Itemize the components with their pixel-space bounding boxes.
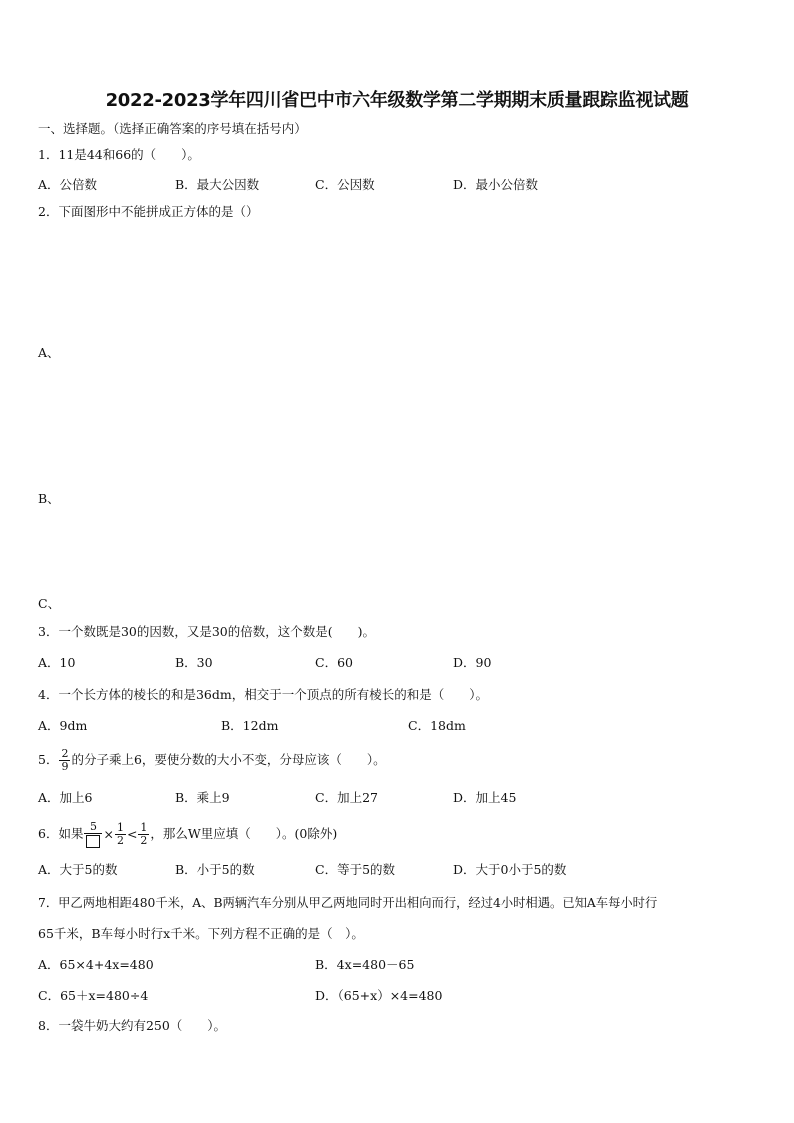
q6-frac1-numerator: 5 (84, 821, 102, 834)
q2-label-a: A、 (38, 345, 60, 360)
q5-text: 的分子乘上6，要使分数的大小不变，分母应该（ ）。 (71, 752, 386, 767)
q6-option-a: A．大于5的数 (38, 862, 118, 877)
q3-option-b: B．30 (175, 655, 213, 670)
q2-label-c: C、 (38, 596, 61, 611)
q6-text: ，那么W里应填（ ）。(0除外) (150, 826, 338, 841)
q6-frac1-denominator (84, 834, 102, 848)
question-1: 1．11是44和66的（ ）。 (38, 147, 200, 162)
q5-frac-denominator: 9 (61, 760, 69, 773)
q5-option-d: D．加上45 (453, 790, 517, 805)
question-8: 8．一袋牛奶大约有250（ ）。 (38, 1018, 227, 1033)
page-title: 2022-2023学年四川省巴中市六年级数学第二学期期末质量跟踪监视试题 (105, 90, 689, 111)
q1-option-d: D．最小公倍数 (453, 177, 539, 192)
question-2: 2．下面图形中不能拼成正方体的是（） (38, 204, 259, 219)
q6-fraction-3 (138, 822, 149, 847)
question-5 (38, 745, 386, 775)
q3-option-a: A．10 (38, 655, 76, 670)
q5-option-c: C．加上27 (315, 790, 378, 805)
question-3: 3．一个数既是30的因数，又是30的倍数，这个数是( )。 (38, 624, 376, 639)
q4-option-c: C．18dm (408, 718, 466, 733)
q1-option-c: C．公因数 (315, 177, 375, 192)
q6-fraction-1 (84, 821, 102, 848)
q6-frac3-denominator: 2 (140, 834, 148, 847)
q3-option-d: D．90 (453, 655, 492, 670)
q1-option-a: A．公倍数 (38, 177, 98, 192)
q6-frac3-numerator: 1 (140, 821, 148, 834)
q7-option-d: D．（65+x）×4=480 (315, 988, 443, 1003)
q6-fraction-2 (115, 822, 126, 847)
q6-prefix: 6．如果 (38, 826, 84, 841)
q5-number: 5． (38, 752, 59, 767)
question-7-line-1: 7．甲乙两地相距480千米，A、B两辆汽车分别从甲乙两地同时开出相向而行，经过4小时相遇。已知A车每小时行 (38, 896, 658, 910)
q7-option-a: A．65×4+4x=480 (38, 957, 154, 972)
question-6 (38, 819, 337, 850)
q5-frac-numerator: 2 (61, 747, 69, 760)
question-4: 4．一个长方体的棱长的和是36dm，相交于一个顶点的所有棱长的和是（ ）。 (38, 687, 488, 702)
q6-option-d: D．大于0小于5的数 (453, 862, 567, 877)
less-than-sign: < (126, 826, 138, 842)
q2-label-b: B、 (38, 491, 60, 506)
q5-fraction (59, 748, 70, 773)
q3-option-c: C．60 (315, 655, 353, 670)
section-heading: 一、选择题。（选择正确答案的序号填在括号内） (38, 121, 307, 136)
q4-option-a: A．9dm (38, 718, 88, 733)
q1-option-b: B．最大公因数 (175, 177, 260, 192)
q6-option-b: B．小于5的数 (175, 862, 255, 877)
q7-option-c: C．65＋x=480÷4 (38, 988, 149, 1003)
q7-option-b: B．4x=480－65 (315, 957, 415, 972)
q5-option-a: A．加上6 (38, 790, 93, 805)
q4-option-b: B．12dm (221, 718, 279, 733)
q6-option-c: C．等于5的数 (315, 862, 396, 877)
blank-box (86, 835, 100, 848)
question-7-line-2: 65千米，B车每小时行x千米。下列方程不正确的是（ ）。 (38, 926, 364, 941)
times-sign: × (103, 826, 114, 842)
q6-frac2-numerator: 1 (116, 821, 124, 834)
q6-frac2-denominator: 2 (116, 834, 124, 847)
q5-option-b: B．乘上9 (175, 790, 230, 805)
